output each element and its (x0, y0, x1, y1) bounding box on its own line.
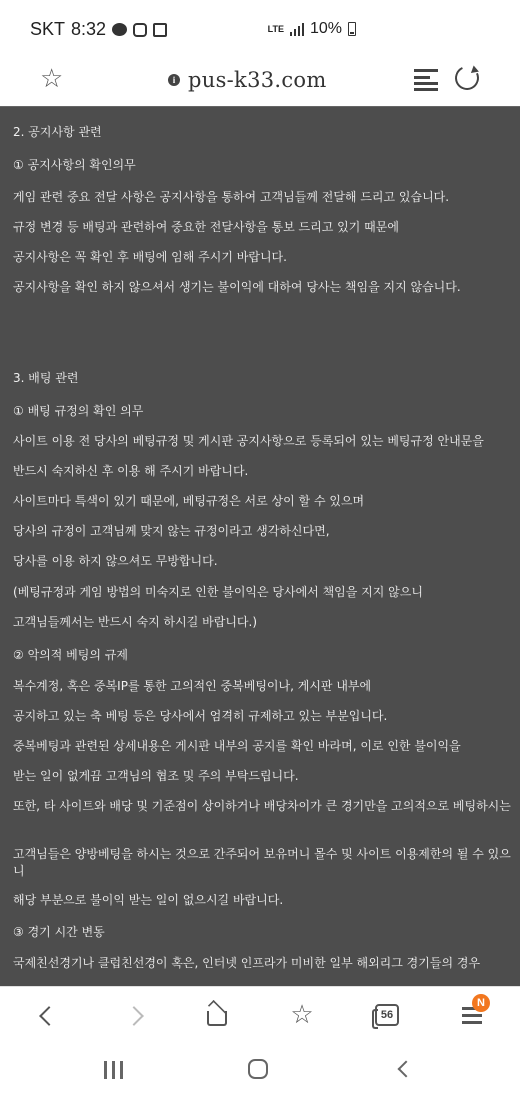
forward-button[interactable] (119, 1000, 149, 1030)
section-heading: 2. 공지사항 관련 (13, 125, 102, 139)
content-line: 또한, 타 사이트와 배당 및 기준점이 상이하거나 배당차이가 큰 경기만을 고의적으로 베팅하시는 (13, 799, 511, 813)
clock: 8:32 (71, 19, 107, 39)
content-line: 받는 일이 없게끔 고객님의 협조 및 주의 부탁드립니다. (13, 769, 299, 783)
kakaotalk-icon (112, 23, 127, 36)
content-line: 당사를 이용 하지 않으셔도 무방합니다. (13, 554, 218, 568)
tabs-button[interactable] (372, 1000, 402, 1030)
info-icon[interactable]: i (168, 74, 180, 86)
back-button[interactable] (34, 1000, 64, 1030)
content-line: 반드시 숙지하신 후 이용 해 주시기 바랍니다. (13, 464, 249, 478)
content-line: 규정 변경 등 배팅과 관련하여 중요한 전달사항을 통보 드리고 있기 때문에 (13, 220, 399, 234)
content-line: 공지하고 있는 축 베팅 등은 당사에서 엄격히 규제하고 있는 부분입니다. (13, 709, 388, 723)
browser-toolbar (0, 986, 520, 1044)
content-line: 고객님들은 양방베팅을 하시는 것으로 간주되어 보유머니 몰수 및 사이트 이용제한의 될 수 있으니 (13, 847, 511, 878)
battery-icon (348, 22, 356, 36)
gallery-icon (153, 23, 167, 37)
content-line: (베팅규정과 게임 방법의 미숙지로 인한 불이익은 당사에서 책임을 지지 않으니 (13, 585, 423, 599)
section-heading: 3. 배팅 관련 (13, 371, 79, 385)
system-home-icon[interactable] (248, 1059, 268, 1079)
content-line: 해당 부분으로 불이익 받는 일이 없으시길 바랍니다. (13, 893, 284, 907)
back-icon (39, 1006, 59, 1026)
subsection-heading: ① 배팅 규정의 확인 의무 (13, 404, 144, 418)
url-field[interactable] (168, 68, 327, 92)
battery-level: 10% (309, 20, 342, 37)
notification-badge: N (472, 994, 490, 1012)
status-right (268, 20, 356, 38)
home-button[interactable] (202, 1000, 232, 1030)
browser-address-bar (0, 56, 520, 106)
refresh-icon[interactable] (452, 63, 483, 94)
reader-mode-icon[interactable] (414, 67, 438, 91)
content-line: 사이트마다 특색이 있기 때문에, 베팅규정은 서로 상이 할 수 있으며 (13, 494, 365, 508)
instagram-icon (133, 23, 147, 37)
content-line: 중복베팅과 관련된 상세내용은 게시판 내부의 공지를 확인 바라며, 이로 인한 불이익을 (13, 739, 461, 753)
subsection-heading: ③ 경기 시간 변동 (13, 925, 105, 939)
subsection-heading: ① 공지사항의 확인의무 (13, 158, 136, 172)
url-text[interactable]: pus-k33.com (188, 68, 327, 92)
carrier-label: SKT (30, 19, 66, 39)
signal-icon (290, 22, 304, 36)
content-line: 고객님들께서는 반드시 숙지 하시길 바랍니다.) (13, 615, 258, 629)
subsection-heading: ② 악의적 베팅의 규제 (13, 648, 128, 662)
status-bar (0, 0, 520, 56)
system-nav-bar (0, 1044, 520, 1098)
content-line: 사이트 이용 전 당사의 베팅규정 및 게시판 공지사항으로 등록되어 있는 베팅규정 안내문을 (13, 434, 484, 448)
recent-apps-icon[interactable] (104, 1061, 124, 1079)
system-back-icon[interactable] (398, 1061, 415, 1078)
bookmark-star-icon[interactable]: ☆ (40, 64, 64, 94)
tabs-icon: 56 (375, 1004, 399, 1026)
content-line: 당사의 규정이 고객님께 맞지 않는 규정이라고 생각하신다면, (13, 524, 330, 538)
content-line: 공지사항을 확인 하지 않으셔서 생기는 불이익에 대하여 당사는 책임을 지지 않습니다. (13, 280, 461, 294)
page-content (0, 106, 520, 986)
content-line: 공지사항은 꼭 확인 후 배팅에 임해 주시기 바랍니다. (13, 250, 287, 264)
bookmarks-icon[interactable]: ☆ (290, 1000, 314, 1030)
content-line: 게임 관련 중요 전달 사항은 공지사항을 통하여 고객님들께 전달해 드리고 있습니다. (13, 190, 450, 204)
network-type: LTE (267, 23, 284, 34)
forward-icon (124, 1006, 144, 1026)
content-line: 복수계정, 혹은 중복IP를 통한 고의적인 중복베팅이나, 게시판 내부에 (13, 679, 372, 693)
status-left (30, 19, 167, 40)
content-line: 국제친선경기나 클럽친선경이 혹은, 인터넷 인프라가 미비한 일부 해외리그 경기들의 경우 (13, 956, 481, 970)
